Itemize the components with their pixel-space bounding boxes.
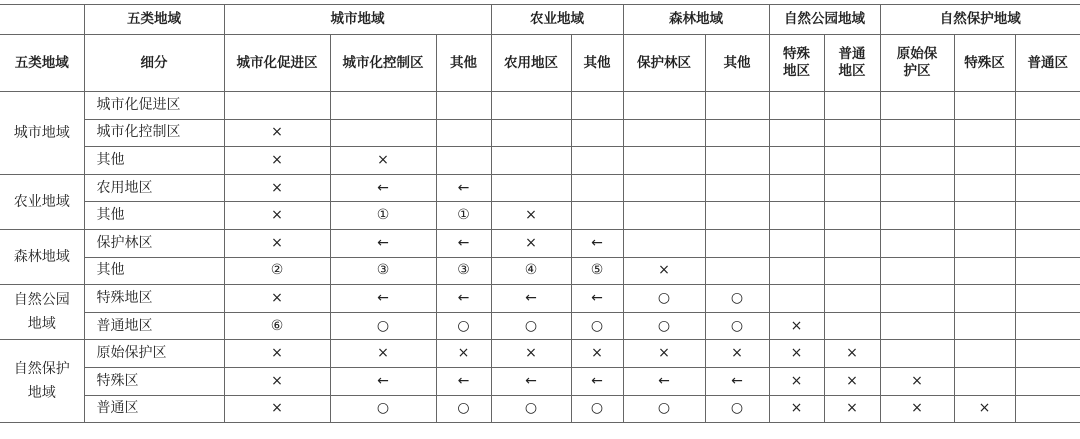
table-row — [0, 147, 1080, 175]
matrix-cell — [880, 312, 954, 340]
matrix-cell — [623, 174, 705, 202]
row-sub-label: 保护林区 — [84, 229, 224, 257]
matrix-cell — [824, 285, 880, 313]
matrix-cell: ← — [436, 229, 491, 257]
matrix-cell — [623, 202, 705, 230]
matrix-cell — [571, 119, 623, 147]
matrix-cell — [880, 174, 954, 202]
matrix-cell — [1015, 119, 1080, 147]
matrix-cell — [769, 92, 824, 120]
matrix-cell — [954, 229, 1015, 257]
matrix-cell — [954, 119, 1015, 147]
header-column-label: 其他 — [705, 35, 769, 92]
matrix-cell: ← — [436, 285, 491, 313]
matrix-cell: ← — [491, 285, 571, 313]
matrix-cell — [705, 119, 769, 147]
matrix-cell: × — [623, 340, 705, 368]
matrix-cell — [824, 92, 880, 120]
row-sub-label: 普通地区 — [84, 312, 224, 340]
matrix-cell — [1015, 395, 1080, 423]
matrix-cell — [1015, 229, 1080, 257]
matrix-cell — [824, 229, 880, 257]
matrix-cell — [571, 92, 623, 120]
matrix-cell — [1015, 174, 1080, 202]
row-sub-label: 农用地区 — [84, 174, 224, 202]
matrix-cell: × — [224, 367, 330, 395]
matrix-cell — [571, 202, 623, 230]
matrix-cell: ○ — [705, 312, 769, 340]
matrix-cell — [1015, 257, 1080, 285]
matrix-cell: × — [224, 202, 330, 230]
matrix-cell — [954, 147, 1015, 175]
matrix-cell: ○ — [491, 395, 571, 423]
matrix-cell: ⑤ — [571, 257, 623, 285]
matrix-cell — [954, 174, 1015, 202]
matrix-cell — [436, 147, 491, 175]
matrix-cell: × — [224, 229, 330, 257]
matrix-cell — [954, 285, 1015, 313]
row-sub-label: 普通区 — [84, 395, 224, 423]
matrix-cell — [824, 174, 880, 202]
matrix-cell — [571, 174, 623, 202]
matrix-cell — [769, 285, 824, 313]
matrix-cell — [880, 285, 954, 313]
row-group-label: 农业地域 — [0, 174, 84, 229]
table-row — [0, 92, 1080, 120]
header-column-label: 特殊 地区 — [769, 35, 824, 92]
matrix-cell — [880, 147, 954, 175]
row-sub-label: 城市化控制区 — [84, 119, 224, 147]
matrix-cell: × — [491, 340, 571, 368]
header-group-label: 自然公园地域 — [769, 5, 880, 35]
matrix-cell: ③ — [436, 257, 491, 285]
table-row — [0, 340, 1080, 368]
matrix-cell: ← — [571, 367, 623, 395]
matrix-cell: ← — [330, 285, 436, 313]
matrix-cell: × — [824, 395, 880, 423]
matrix-cell — [491, 147, 571, 175]
row-sub-label: 其他 — [84, 257, 224, 285]
matrix-cell — [623, 92, 705, 120]
header-row-columns — [0, 35, 1080, 92]
row-sub-label: 城市化促进区 — [84, 92, 224, 120]
matrix-cell — [1015, 340, 1080, 368]
matrix-cell: ○ — [623, 312, 705, 340]
matrix-cell: × — [880, 367, 954, 395]
matrix-cell — [769, 119, 824, 147]
matrix-cell — [705, 174, 769, 202]
matrix-cell: × — [224, 285, 330, 313]
matrix-cell — [571, 147, 623, 175]
header-group-label: 城市地域 — [224, 5, 491, 35]
header-column-label: 城市化促进区 — [224, 35, 330, 92]
matrix-cell: × — [330, 147, 436, 175]
matrix-cell: ○ — [436, 395, 491, 423]
matrix-cell — [705, 257, 769, 285]
matrix-cell: ○ — [436, 312, 491, 340]
header-row-groups — [0, 5, 1080, 35]
matrix-cell — [491, 119, 571, 147]
matrix-cell — [880, 340, 954, 368]
matrix-cell — [1015, 147, 1080, 175]
matrix-cell — [824, 119, 880, 147]
matrix-cell — [705, 229, 769, 257]
matrix-cell — [436, 92, 491, 120]
matrix-cell: ○ — [330, 395, 436, 423]
header-column-label: 其他 — [571, 35, 623, 92]
header-row-label: 五类地域 — [0, 35, 84, 92]
matrix-cell: ○ — [571, 312, 623, 340]
matrix-cell — [880, 257, 954, 285]
matrix-cell — [880, 202, 954, 230]
matrix-cell — [824, 202, 880, 230]
matrix-cell — [769, 229, 824, 257]
matrix-cell — [954, 367, 1015, 395]
matrix-cell — [1015, 202, 1080, 230]
matrix-cell — [705, 92, 769, 120]
matrix-cell: ① — [436, 202, 491, 230]
matrix-cell — [769, 202, 824, 230]
header-column-label: 其他 — [436, 35, 491, 92]
matrix-cell: ← — [491, 367, 571, 395]
matrix-cell: × — [436, 340, 491, 368]
matrix-cell: ④ — [491, 257, 571, 285]
matrix-cell: × — [224, 340, 330, 368]
matrix-cell — [880, 229, 954, 257]
matrix-cell — [491, 92, 571, 120]
matrix-cell: ← — [571, 229, 623, 257]
row-group-label: 自然保护 地域 — [0, 340, 84, 423]
matrix-cell — [623, 147, 705, 175]
matrix-cell — [824, 312, 880, 340]
matrix-cell: ← — [330, 174, 436, 202]
matrix-cell: ③ — [330, 257, 436, 285]
matrix-cell: ← — [571, 285, 623, 313]
matrix-cell: × — [954, 395, 1015, 423]
matrix-cell — [1015, 285, 1080, 313]
matrix-cell: ○ — [623, 395, 705, 423]
matrix-cell — [880, 92, 954, 120]
table-row — [0, 312, 1080, 340]
matrix-cell: ← — [436, 174, 491, 202]
header-column-label: 农用地区 — [491, 35, 571, 92]
matrix-cell: × — [224, 147, 330, 175]
matrix-cell: ⑥ — [224, 312, 330, 340]
matrix-cell — [330, 92, 436, 120]
matrix-cell — [824, 257, 880, 285]
matrix-cell: × — [623, 257, 705, 285]
matrix-cell: × — [824, 340, 880, 368]
matrix-cell — [1015, 92, 1080, 120]
row-sub-label: 其他 — [84, 202, 224, 230]
row-sub-label: 特殊地区 — [84, 285, 224, 313]
matrix-cell: ○ — [571, 395, 623, 423]
table-row — [0, 257, 1080, 285]
header-blank-cell — [0, 5, 84, 35]
matrix-cell — [705, 202, 769, 230]
table-row — [0, 285, 1080, 313]
header-column-label: 城市化控制区 — [330, 35, 436, 92]
matrix-cell: × — [769, 340, 824, 368]
header-column-label: 特殊区 — [954, 35, 1015, 92]
row-group-label: 自然公园 地域 — [0, 285, 84, 340]
matrix-cell — [769, 174, 824, 202]
row-group-label: 城市地域 — [0, 92, 84, 175]
table-row — [0, 367, 1080, 395]
matrix-cell: × — [880, 395, 954, 423]
matrix-cell — [623, 119, 705, 147]
matrix-cell: ← — [705, 367, 769, 395]
matrix-cell: ○ — [491, 312, 571, 340]
header-group-label: 森林地域 — [623, 5, 769, 35]
matrix-cell: × — [224, 174, 330, 202]
matrix-cell — [436, 119, 491, 147]
header-column-label: 普通 地区 — [824, 35, 880, 92]
matrix-cell: × — [491, 202, 571, 230]
row-sub-label: 其他 — [84, 147, 224, 175]
matrix-cell: × — [769, 395, 824, 423]
matrix-cell: × — [491, 229, 571, 257]
header-sub-label: 细分 — [84, 35, 224, 92]
matrix-cell: ○ — [705, 395, 769, 423]
matrix-cell — [880, 119, 954, 147]
matrix-cell: ○ — [623, 285, 705, 313]
matrix-cell — [330, 119, 436, 147]
header-column-label: 保护林区 — [623, 35, 705, 92]
row-sub-label: 原始保护区 — [84, 340, 224, 368]
matrix-cell — [954, 92, 1015, 120]
matrix-cell — [705, 147, 769, 175]
matrix-cell — [623, 229, 705, 257]
matrix-cell: × — [769, 367, 824, 395]
matrix-cell: ○ — [705, 285, 769, 313]
header-column-label: 普通区 — [1015, 35, 1080, 92]
matrix-cell — [954, 202, 1015, 230]
matrix-cell: ← — [330, 367, 436, 395]
header-column-label: 原始保 护区 — [880, 35, 954, 92]
matrix-cell: ← — [623, 367, 705, 395]
matrix-cell: × — [330, 340, 436, 368]
matrix-cell: × — [224, 119, 330, 147]
matrix-cell — [769, 257, 824, 285]
matrix-cell — [224, 92, 330, 120]
matrix-cell — [824, 147, 880, 175]
matrix-cell — [954, 340, 1015, 368]
land-use-matrix-table — [0, 4, 1080, 423]
matrix-cell: × — [571, 340, 623, 368]
matrix-cell: × — [224, 395, 330, 423]
matrix-cell — [769, 147, 824, 175]
table-row — [0, 202, 1080, 230]
matrix-cell — [954, 312, 1015, 340]
matrix-cell — [1015, 367, 1080, 395]
table-row — [0, 395, 1080, 423]
table-row — [0, 174, 1080, 202]
matrix-cell — [1015, 312, 1080, 340]
matrix-cell — [491, 174, 571, 202]
matrix-cell: × — [769, 312, 824, 340]
header-group-label: 农业地域 — [491, 5, 623, 35]
matrix-cell: × — [824, 367, 880, 395]
row-group-label: 森林地域 — [0, 229, 84, 284]
matrix-cell — [954, 257, 1015, 285]
table-row — [0, 119, 1080, 147]
header-group-label: 自然保护地域 — [880, 5, 1080, 35]
matrix-cell: ← — [330, 229, 436, 257]
table-row — [0, 229, 1080, 257]
matrix-cell: × — [705, 340, 769, 368]
matrix-cell: ② — [224, 257, 330, 285]
matrix-cell: ① — [330, 202, 436, 230]
header-corner-label: 五类地域 — [84, 5, 224, 35]
row-sub-label: 特殊区 — [84, 367, 224, 395]
matrix-cell: ← — [436, 367, 491, 395]
matrix-cell: ○ — [330, 312, 436, 340]
